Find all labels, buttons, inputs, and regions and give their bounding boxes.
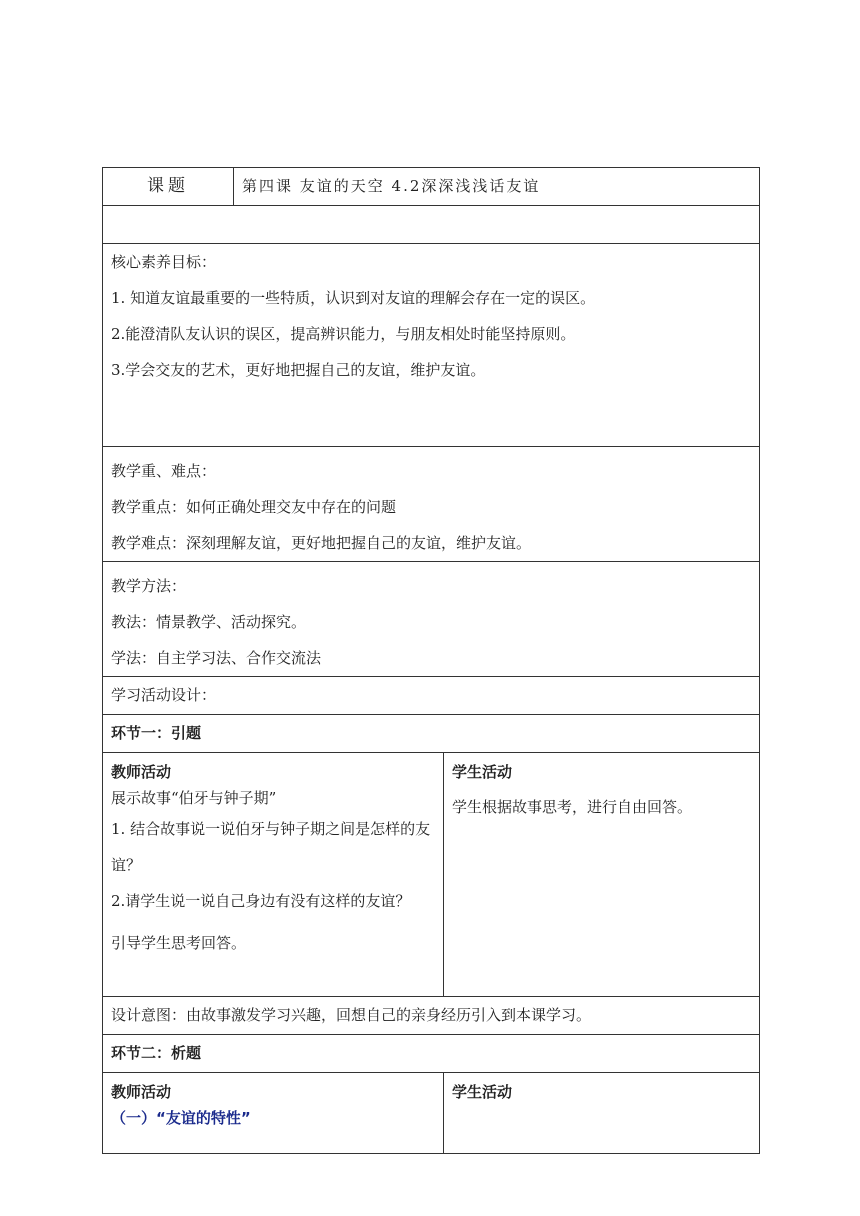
section1-student-cell [444,753,760,997]
goal-item: 2.能澄清队友认识的误区，提高辨识能力，与朋友相处时能坚持原则。 [111,325,576,343]
empty-cell [103,206,760,244]
header-row [103,168,760,206]
student-activity-heading: 学生活动 [452,1083,513,1101]
empty-row [103,206,760,244]
section2-teacher-cell [103,1073,444,1154]
section1-title-row [103,715,760,753]
friendship-traits-heading: （一）“友谊的特性” [111,1109,251,1127]
section2-activity-row [103,1073,760,1154]
student-activity-text: 学生根据故事思考，进行自由回答。 [452,798,693,816]
method-teach: 教法：情景教学、活动探究。 [111,613,307,631]
section1-title: 环节一：引题 [103,715,760,753]
goals-row [103,244,760,447]
question-2: 2.请学生说一说自己身边有没有这样的友谊？ [111,892,411,910]
section2-title: 环节二：析题 [103,1035,760,1073]
section1-activity-row [103,753,760,997]
method-learn: 学法：自主学习法、合作交流法 [111,649,322,667]
goal-item: 3.学会交友的艺术，更好地把握自己的友谊，维护友谊。 [111,361,486,379]
goals-cell [103,244,760,447]
goals-heading: 核心素养目标： [111,253,217,271]
key-point-difficulty: 教学难点：深刻理解友谊，更好地把握自己的友谊，维护友谊。 [111,534,532,552]
goal-item: 1. 知道友谊最重要的一些特质，认识到对友谊的理解会存在一定的误区。 [111,289,596,307]
key-points-heading: 教学重、难点： [111,462,217,480]
key-points-row [103,447,760,562]
section1-teacher-cell [103,753,444,997]
key-point-focus: 教学重点：如何正确处理交友中存在的问题 [111,498,397,516]
methods-row [103,562,760,677]
lesson-plan-table [102,167,760,1154]
teacher-intro: 展示故事“伯牙与钟子期” [111,789,277,807]
student-activity-heading: 学生活动 [452,763,513,781]
design-row [103,677,760,715]
teacher-activity-heading: 教师活动 [111,1083,172,1101]
design-intent: 设计意图：由故事激发学习兴趣，回想自己的亲身经历引入到本课学习。 [103,997,760,1035]
methods-heading: 教学方法： [111,577,187,595]
lesson-title: 第四课 友谊的天空 4.2深深浅浅话友谊 [234,168,760,206]
methods-cell [103,562,760,677]
section2-student-cell [444,1073,760,1154]
question-1: 1. 结合故事说一说伯牙与钟子期之间是怎样的友谊？ [111,820,431,874]
teacher-activity-heading: 教师活动 [111,763,172,781]
teacher-guide: 引导学生思考回答。 [111,934,247,952]
lesson-plan [102,167,759,1154]
header-label: 课题 [103,168,234,206]
section2-title-row [103,1035,760,1073]
key-points-cell [103,447,760,562]
intent-row [103,997,760,1035]
design-heading: 学习活动设计： [103,677,760,715]
